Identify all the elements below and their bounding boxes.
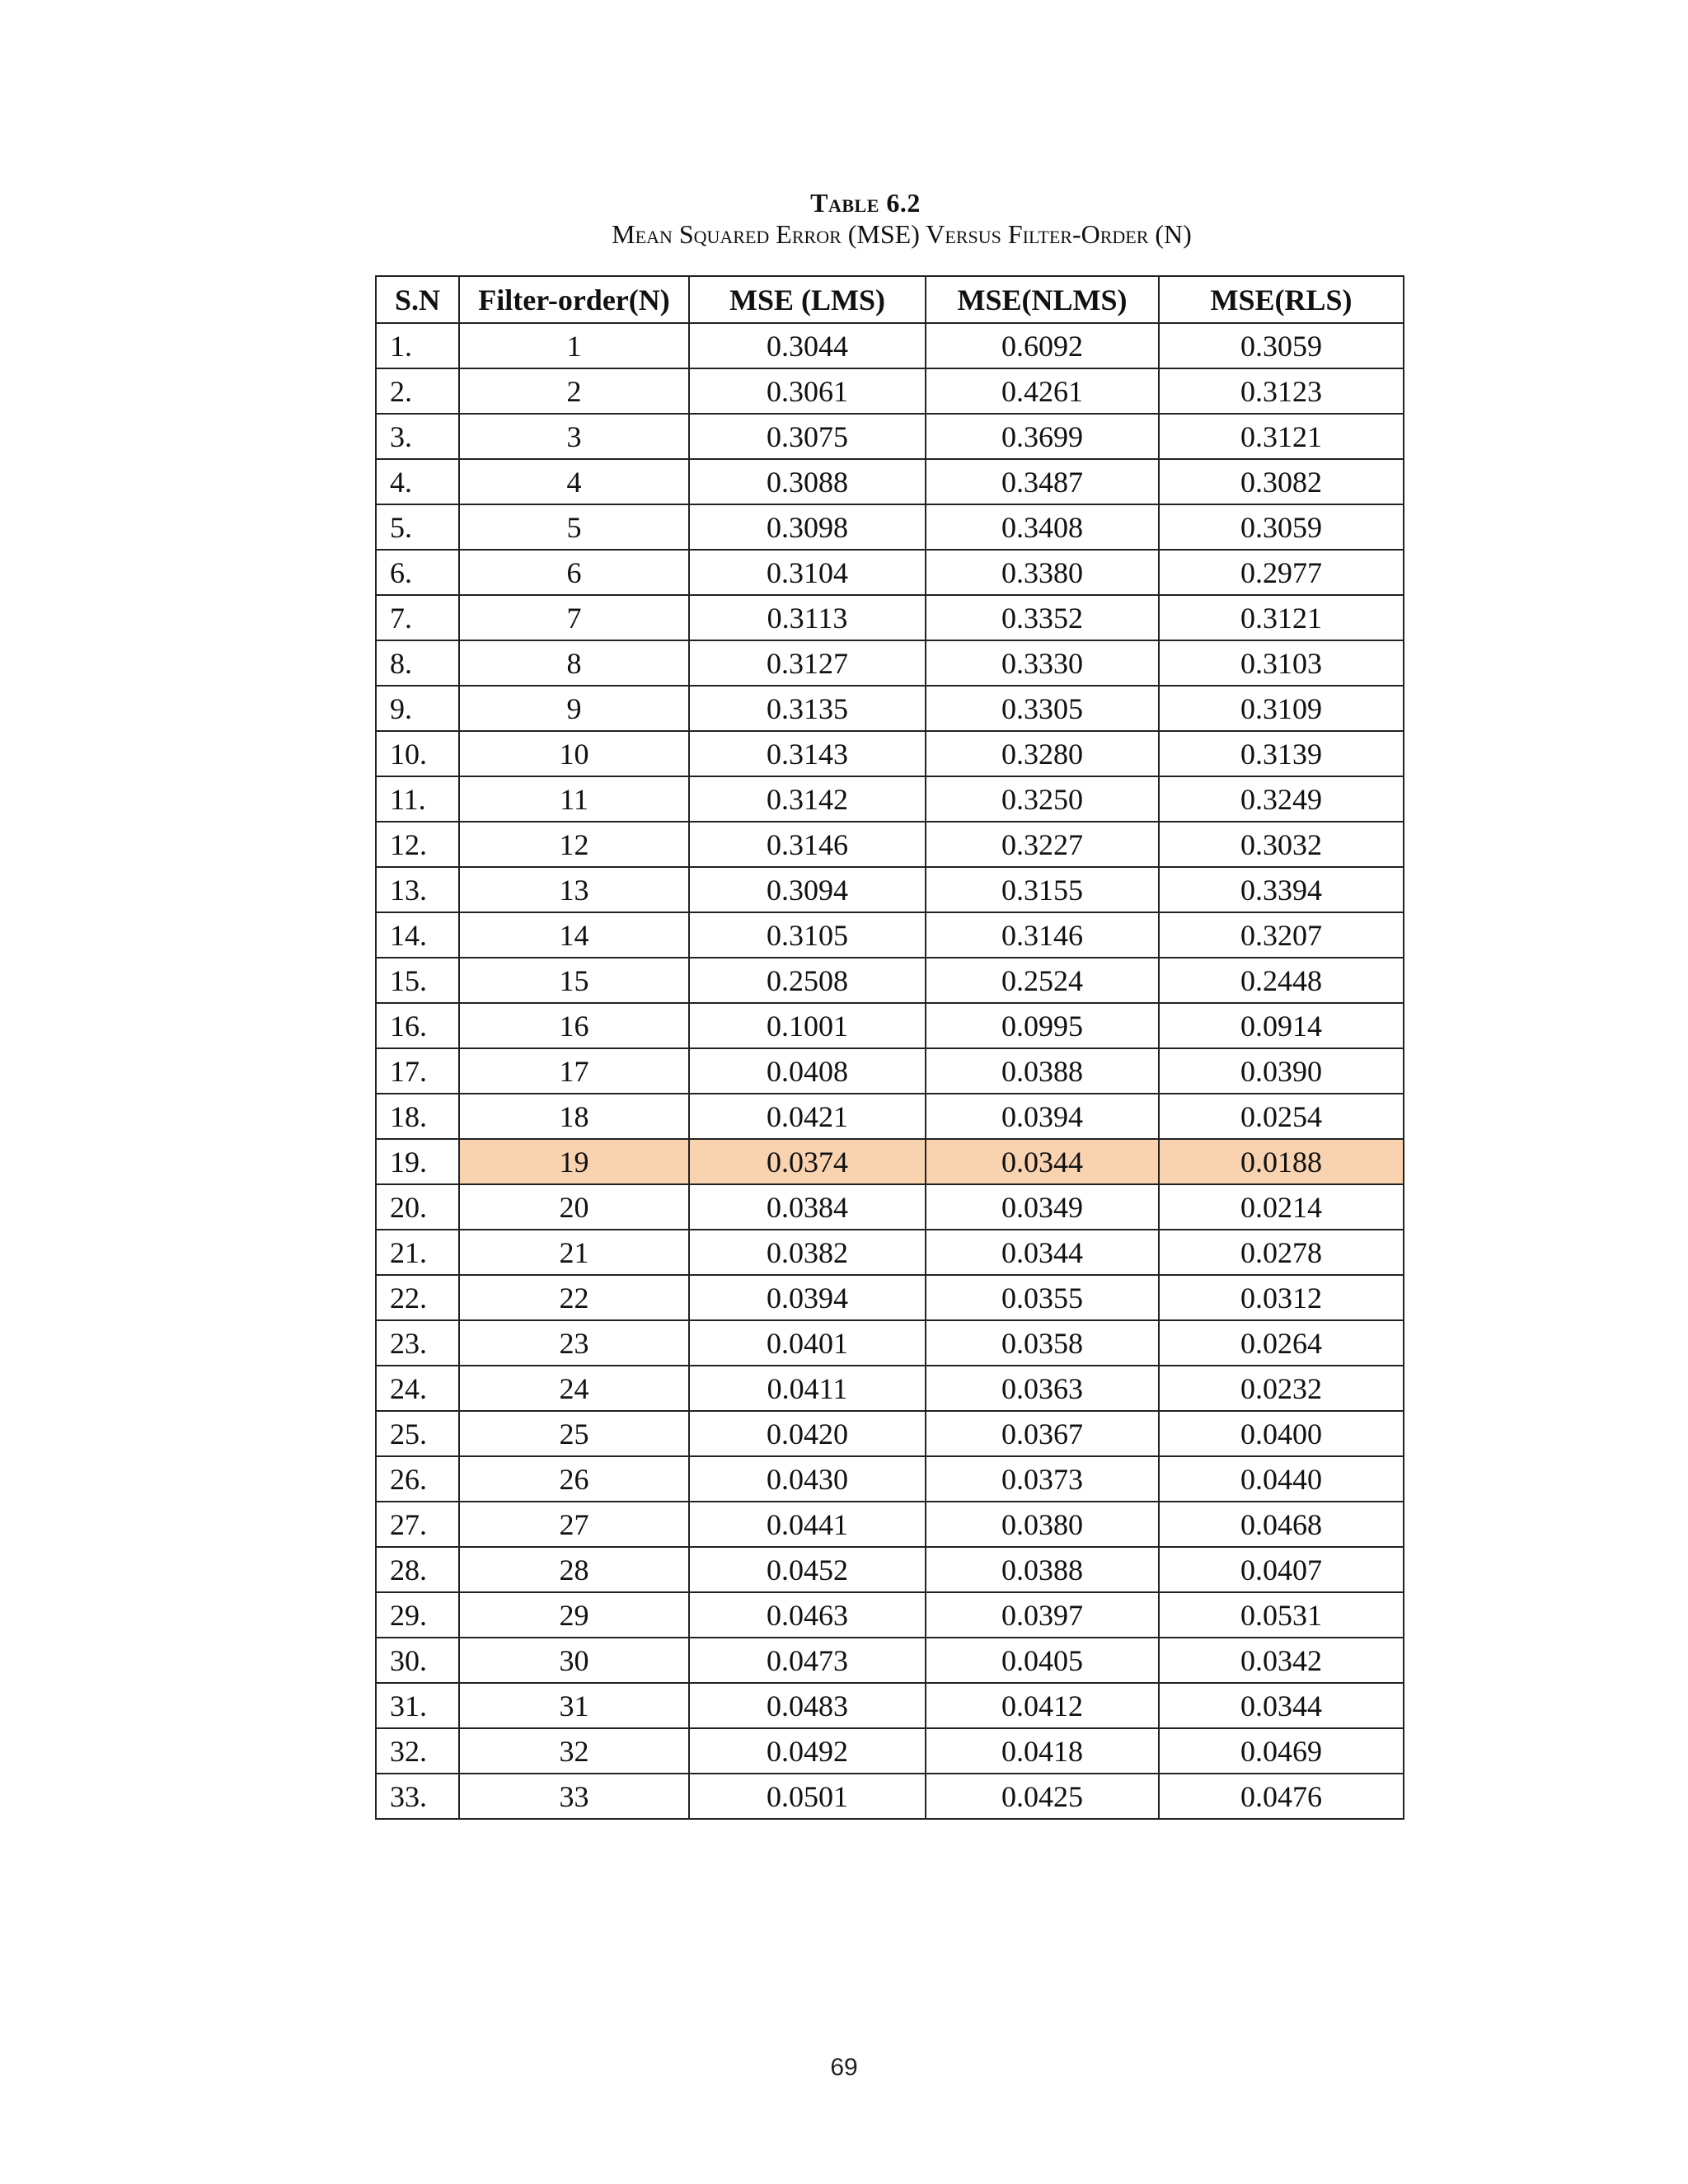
cell-mse-lms: 0.0394 [689, 1275, 926, 1320]
table-row [376, 1411, 1404, 1456]
cell-mse-nlms: 0.0344 [926, 1230, 1159, 1275]
cell-sn: 27. [376, 1502, 459, 1547]
cell-mse-rls: 0.0278 [1159, 1230, 1404, 1275]
table-row [376, 1003, 1404, 1048]
cell-sn: 4. [376, 459, 459, 504]
header-mse-nlms: MSE(NLMS) [926, 276, 1159, 323]
cell-filter-order: 14 [459, 912, 689, 958]
cell-mse-rls: 0.3059 [1159, 504, 1404, 550]
cell-mse-nlms: 0.3305 [926, 686, 1159, 731]
cell-sn: 7. [376, 595, 459, 640]
cell-mse-nlms: 0.0418 [926, 1728, 1159, 1774]
cell-sn: 5. [376, 504, 459, 550]
cell-mse-lms: 0.0463 [689, 1592, 926, 1638]
cell-mse-rls: 0.0232 [1159, 1366, 1404, 1411]
table-row [376, 1456, 1404, 1502]
cell-sn: 24. [376, 1366, 459, 1411]
cell-mse-nlms: 0.0394 [926, 1094, 1159, 1139]
cell-sn: 25. [376, 1411, 459, 1456]
table-row [376, 1094, 1404, 1139]
cell-mse-lms: 0.0374 [689, 1139, 926, 1184]
cell-filter-order: 20 [459, 1184, 689, 1230]
cell-filter-order: 28 [459, 1547, 689, 1592]
cell-filter-order: 29 [459, 1592, 689, 1638]
cell-filter-order: 21 [459, 1230, 689, 1275]
table-row [376, 1502, 1404, 1547]
cell-mse-rls: 0.2977 [1159, 550, 1404, 595]
cell-mse-nlms: 0.0425 [926, 1774, 1159, 1819]
cell-sn: 12. [376, 822, 459, 867]
cell-filter-order: 26 [459, 1456, 689, 1502]
cell-mse-nlms: 0.0344 [926, 1139, 1159, 1184]
cell-filter-order: 32 [459, 1728, 689, 1774]
cell-mse-rls: 0.0440 [1159, 1456, 1404, 1502]
cell-mse-nlms: 0.0380 [926, 1502, 1159, 1547]
header-filter-order: Filter-order(N) [459, 276, 689, 323]
cell-mse-rls: 0.3394 [1159, 867, 1404, 912]
cell-mse-nlms: 0.3250 [926, 776, 1159, 822]
cell-mse-lms: 0.3127 [689, 640, 926, 686]
table-row [376, 368, 1404, 414]
table-row [376, 459, 1404, 504]
cell-mse-nlms: 0.0388 [926, 1547, 1159, 1592]
cell-sn: 28. [376, 1547, 459, 1592]
cell-mse-nlms: 0.3699 [926, 414, 1159, 459]
table-row [376, 414, 1404, 459]
cell-filter-order: 3 [459, 414, 689, 459]
cell-mse-lms: 0.0420 [689, 1411, 926, 1456]
cell-mse-rls: 0.0400 [1159, 1411, 1404, 1456]
cell-mse-lms: 0.3104 [689, 550, 926, 595]
table-row [376, 1048, 1404, 1094]
cell-mse-nlms: 0.0355 [926, 1275, 1159, 1320]
table-row [376, 912, 1404, 958]
cell-mse-rls: 0.0188 [1159, 1139, 1404, 1184]
cell-mse-rls: 0.0531 [1159, 1592, 1404, 1638]
cell-mse-lms: 0.0473 [689, 1638, 926, 1683]
cell-mse-lms: 0.3142 [689, 776, 926, 822]
header-sn: S.N [376, 276, 459, 323]
cell-mse-nlms: 0.3380 [926, 550, 1159, 595]
cell-filter-order: 30 [459, 1638, 689, 1683]
cell-mse-lms: 0.0483 [689, 1683, 926, 1728]
table-row [376, 1184, 1404, 1230]
cell-filter-order: 33 [459, 1774, 689, 1819]
cell-filter-order: 2 [459, 368, 689, 414]
cell-mse-nlms: 0.3280 [926, 731, 1159, 776]
cell-filter-order: 22 [459, 1275, 689, 1320]
table-row [376, 595, 1404, 640]
cell-filter-order: 9 [459, 686, 689, 731]
cell-sn: 20. [376, 1184, 459, 1230]
cell-mse-lms: 0.0430 [689, 1456, 926, 1502]
cell-sn: 17. [376, 1048, 459, 1094]
table-row [376, 1683, 1404, 1728]
cell-mse-rls: 0.0254 [1159, 1094, 1404, 1139]
cell-filter-order: 16 [459, 1003, 689, 1048]
table-row [376, 1592, 1404, 1638]
cell-mse-rls: 0.3082 [1159, 459, 1404, 504]
cell-mse-nlms: 0.0405 [926, 1638, 1159, 1683]
cell-filter-order: 7 [459, 595, 689, 640]
cell-mse-lms: 0.0441 [689, 1502, 926, 1547]
cell-mse-lms: 0.3061 [689, 368, 926, 414]
cell-mse-lms: 0.0421 [689, 1094, 926, 1139]
cell-mse-lms: 0.0408 [689, 1048, 926, 1094]
table-row [376, 1366, 1404, 1411]
table-row [376, 1230, 1404, 1275]
cell-filter-order: 10 [459, 731, 689, 776]
cell-mse-rls: 0.0390 [1159, 1048, 1404, 1094]
header-mse-rls: MSE(RLS) [1159, 276, 1404, 323]
cell-mse-lms: 0.3146 [689, 822, 926, 867]
cell-sn: 13. [376, 867, 459, 912]
cell-sn: 31. [376, 1683, 459, 1728]
cell-mse-lms: 0.2508 [689, 958, 926, 1003]
cell-mse-rls: 0.3249 [1159, 776, 1404, 822]
cell-mse-rls: 0.3139 [1159, 731, 1404, 776]
cell-mse-rls: 0.0914 [1159, 1003, 1404, 1048]
cell-filter-order: 5 [459, 504, 689, 550]
cell-mse-rls: 0.3109 [1159, 686, 1404, 731]
cell-mse-rls: 0.0407 [1159, 1547, 1404, 1592]
cell-sn: 14. [376, 912, 459, 958]
cell-mse-lms: 0.1001 [689, 1003, 926, 1048]
cell-mse-nlms: 0.4261 [926, 368, 1159, 414]
mse-table [375, 275, 1404, 1820]
cell-mse-rls: 0.3207 [1159, 912, 1404, 958]
cell-sn: 6. [376, 550, 459, 595]
cell-mse-rls: 0.3123 [1159, 368, 1404, 414]
table-row [376, 550, 1404, 595]
cell-mse-nlms: 0.2524 [926, 958, 1159, 1003]
cell-sn: 16. [376, 1003, 459, 1048]
cell-mse-nlms: 0.3155 [926, 867, 1159, 912]
cell-mse-rls: 0.0342 [1159, 1638, 1404, 1683]
cell-sn: 32. [376, 1728, 459, 1774]
cell-mse-nlms: 0.3352 [926, 595, 1159, 640]
cell-mse-nlms: 0.3487 [926, 459, 1159, 504]
cell-mse-nlms: 0.0412 [926, 1683, 1159, 1728]
cell-filter-order: 8 [459, 640, 689, 686]
cell-sn: 26. [376, 1456, 459, 1502]
cell-sn: 9. [376, 686, 459, 731]
cell-mse-rls: 0.0344 [1159, 1683, 1404, 1728]
cell-filter-order: 17 [459, 1048, 689, 1094]
table-row [376, 867, 1404, 912]
cell-mse-lms: 0.3094 [689, 867, 926, 912]
cell-mse-nlms: 0.0358 [926, 1320, 1159, 1366]
cell-mse-nlms: 0.3227 [926, 822, 1159, 867]
cell-mse-lms: 0.0501 [689, 1774, 926, 1819]
cell-mse-nlms: 0.6092 [926, 323, 1159, 368]
cell-mse-lms: 0.0401 [689, 1320, 926, 1366]
cell-mse-rls: 0.3121 [1159, 595, 1404, 640]
table-row [376, 1275, 1404, 1320]
cell-filter-order: 23 [459, 1320, 689, 1366]
table-row [376, 776, 1404, 822]
cell-filter-order: 19 [459, 1139, 689, 1184]
cell-mse-lms: 0.0384 [689, 1184, 926, 1230]
cell-mse-nlms: 0.0363 [926, 1366, 1159, 1411]
cell-mse-lms: 0.3135 [689, 686, 926, 731]
table-row [376, 1320, 1404, 1366]
cell-mse-lms: 0.3113 [689, 595, 926, 640]
cell-filter-order: 13 [459, 867, 689, 912]
cell-sn: 23. [376, 1320, 459, 1366]
page-number: 69 [830, 2054, 858, 2081]
table-row [376, 958, 1404, 1003]
table-body [376, 323, 1404, 1819]
table-row [376, 640, 1404, 686]
cell-sn: 19. [376, 1139, 459, 1184]
cell-sn: 1. [376, 323, 459, 368]
cell-sn: 18. [376, 1094, 459, 1139]
cell-mse-lms: 0.3088 [689, 459, 926, 504]
cell-mse-lms: 0.0411 [689, 1366, 926, 1411]
cell-sn: 15. [376, 958, 459, 1003]
cell-sn: 33. [376, 1774, 459, 1819]
cell-mse-rls: 0.3121 [1159, 414, 1404, 459]
cell-filter-order: 6 [459, 550, 689, 595]
cell-mse-nlms: 0.0397 [926, 1592, 1159, 1638]
cell-mse-lms: 0.0492 [689, 1728, 926, 1774]
cell-sn: 8. [376, 640, 459, 686]
cell-filter-order: 18 [459, 1094, 689, 1139]
cell-sn: 21. [376, 1230, 459, 1275]
cell-mse-lms: 0.3098 [689, 504, 926, 550]
cell-sn: 30. [376, 1638, 459, 1683]
cell-mse-rls: 0.0214 [1159, 1184, 1404, 1230]
cell-filter-order: 15 [459, 958, 689, 1003]
cell-mse-nlms: 0.0388 [926, 1048, 1159, 1094]
cell-mse-rls: 0.0476 [1159, 1774, 1404, 1819]
table-header-row [376, 276, 1404, 323]
cell-mse-rls: 0.3032 [1159, 822, 1404, 867]
cell-mse-rls: 0.0264 [1159, 1320, 1404, 1366]
cell-sn: 11. [376, 776, 459, 822]
cell-filter-order: 27 [459, 1502, 689, 1547]
table-caption-subtitle: Mean Squared Error (MSE) Versus Filter-Order (N) [612, 219, 1192, 249]
table-row [376, 731, 1404, 776]
table-row [376, 686, 1404, 731]
cell-mse-rls: 0.3059 [1159, 323, 1404, 368]
cell-mse-lms: 0.0382 [689, 1230, 926, 1275]
cell-mse-nlms: 0.0349 [926, 1184, 1159, 1230]
table-row [376, 1774, 1404, 1819]
cell-filter-order: 24 [459, 1366, 689, 1411]
cell-mse-rls: 0.0468 [1159, 1502, 1404, 1547]
table-row [376, 1547, 1404, 1592]
cell-mse-rls: 0.0469 [1159, 1728, 1404, 1774]
cell-mse-nlms: 0.0373 [926, 1456, 1159, 1502]
cell-filter-order: 11 [459, 776, 689, 822]
cell-sn: 22. [376, 1275, 459, 1320]
header-mse-lms: MSE (LMS) [689, 276, 926, 323]
cell-mse-nlms: 0.0367 [926, 1411, 1159, 1456]
cell-mse-rls: 0.3103 [1159, 640, 1404, 686]
cell-filter-order: 25 [459, 1411, 689, 1456]
cell-filter-order: 31 [459, 1683, 689, 1728]
cell-filter-order: 12 [459, 822, 689, 867]
cell-sn: 3. [376, 414, 459, 459]
cell-mse-lms: 0.3075 [689, 414, 926, 459]
cell-mse-nlms: 0.0995 [926, 1003, 1159, 1048]
cell-mse-nlms: 0.3408 [926, 504, 1159, 550]
cell-filter-order: 1 [459, 323, 689, 368]
cell-mse-lms: 0.3105 [689, 912, 926, 958]
cell-mse-nlms: 0.3330 [926, 640, 1159, 686]
table-row [376, 1139, 1404, 1184]
cell-mse-rls: 0.2448 [1159, 958, 1404, 1003]
cell-sn: 29. [376, 1592, 459, 1638]
table-row [376, 822, 1404, 867]
cell-filter-order: 4 [459, 459, 689, 504]
cell-sn: 10. [376, 731, 459, 776]
table-row [376, 1728, 1404, 1774]
table-row [376, 1638, 1404, 1683]
cell-mse-rls: 0.0312 [1159, 1275, 1404, 1320]
table-row [376, 323, 1404, 368]
table-row [376, 504, 1404, 550]
table-caption-title: Table 6.2 [810, 188, 921, 218]
cell-mse-nlms: 0.3146 [926, 912, 1159, 958]
cell-mse-lms: 0.3044 [689, 323, 926, 368]
cell-mse-lms: 0.0452 [689, 1547, 926, 1592]
cell-sn: 2. [376, 368, 459, 414]
cell-mse-lms: 0.3143 [689, 731, 926, 776]
